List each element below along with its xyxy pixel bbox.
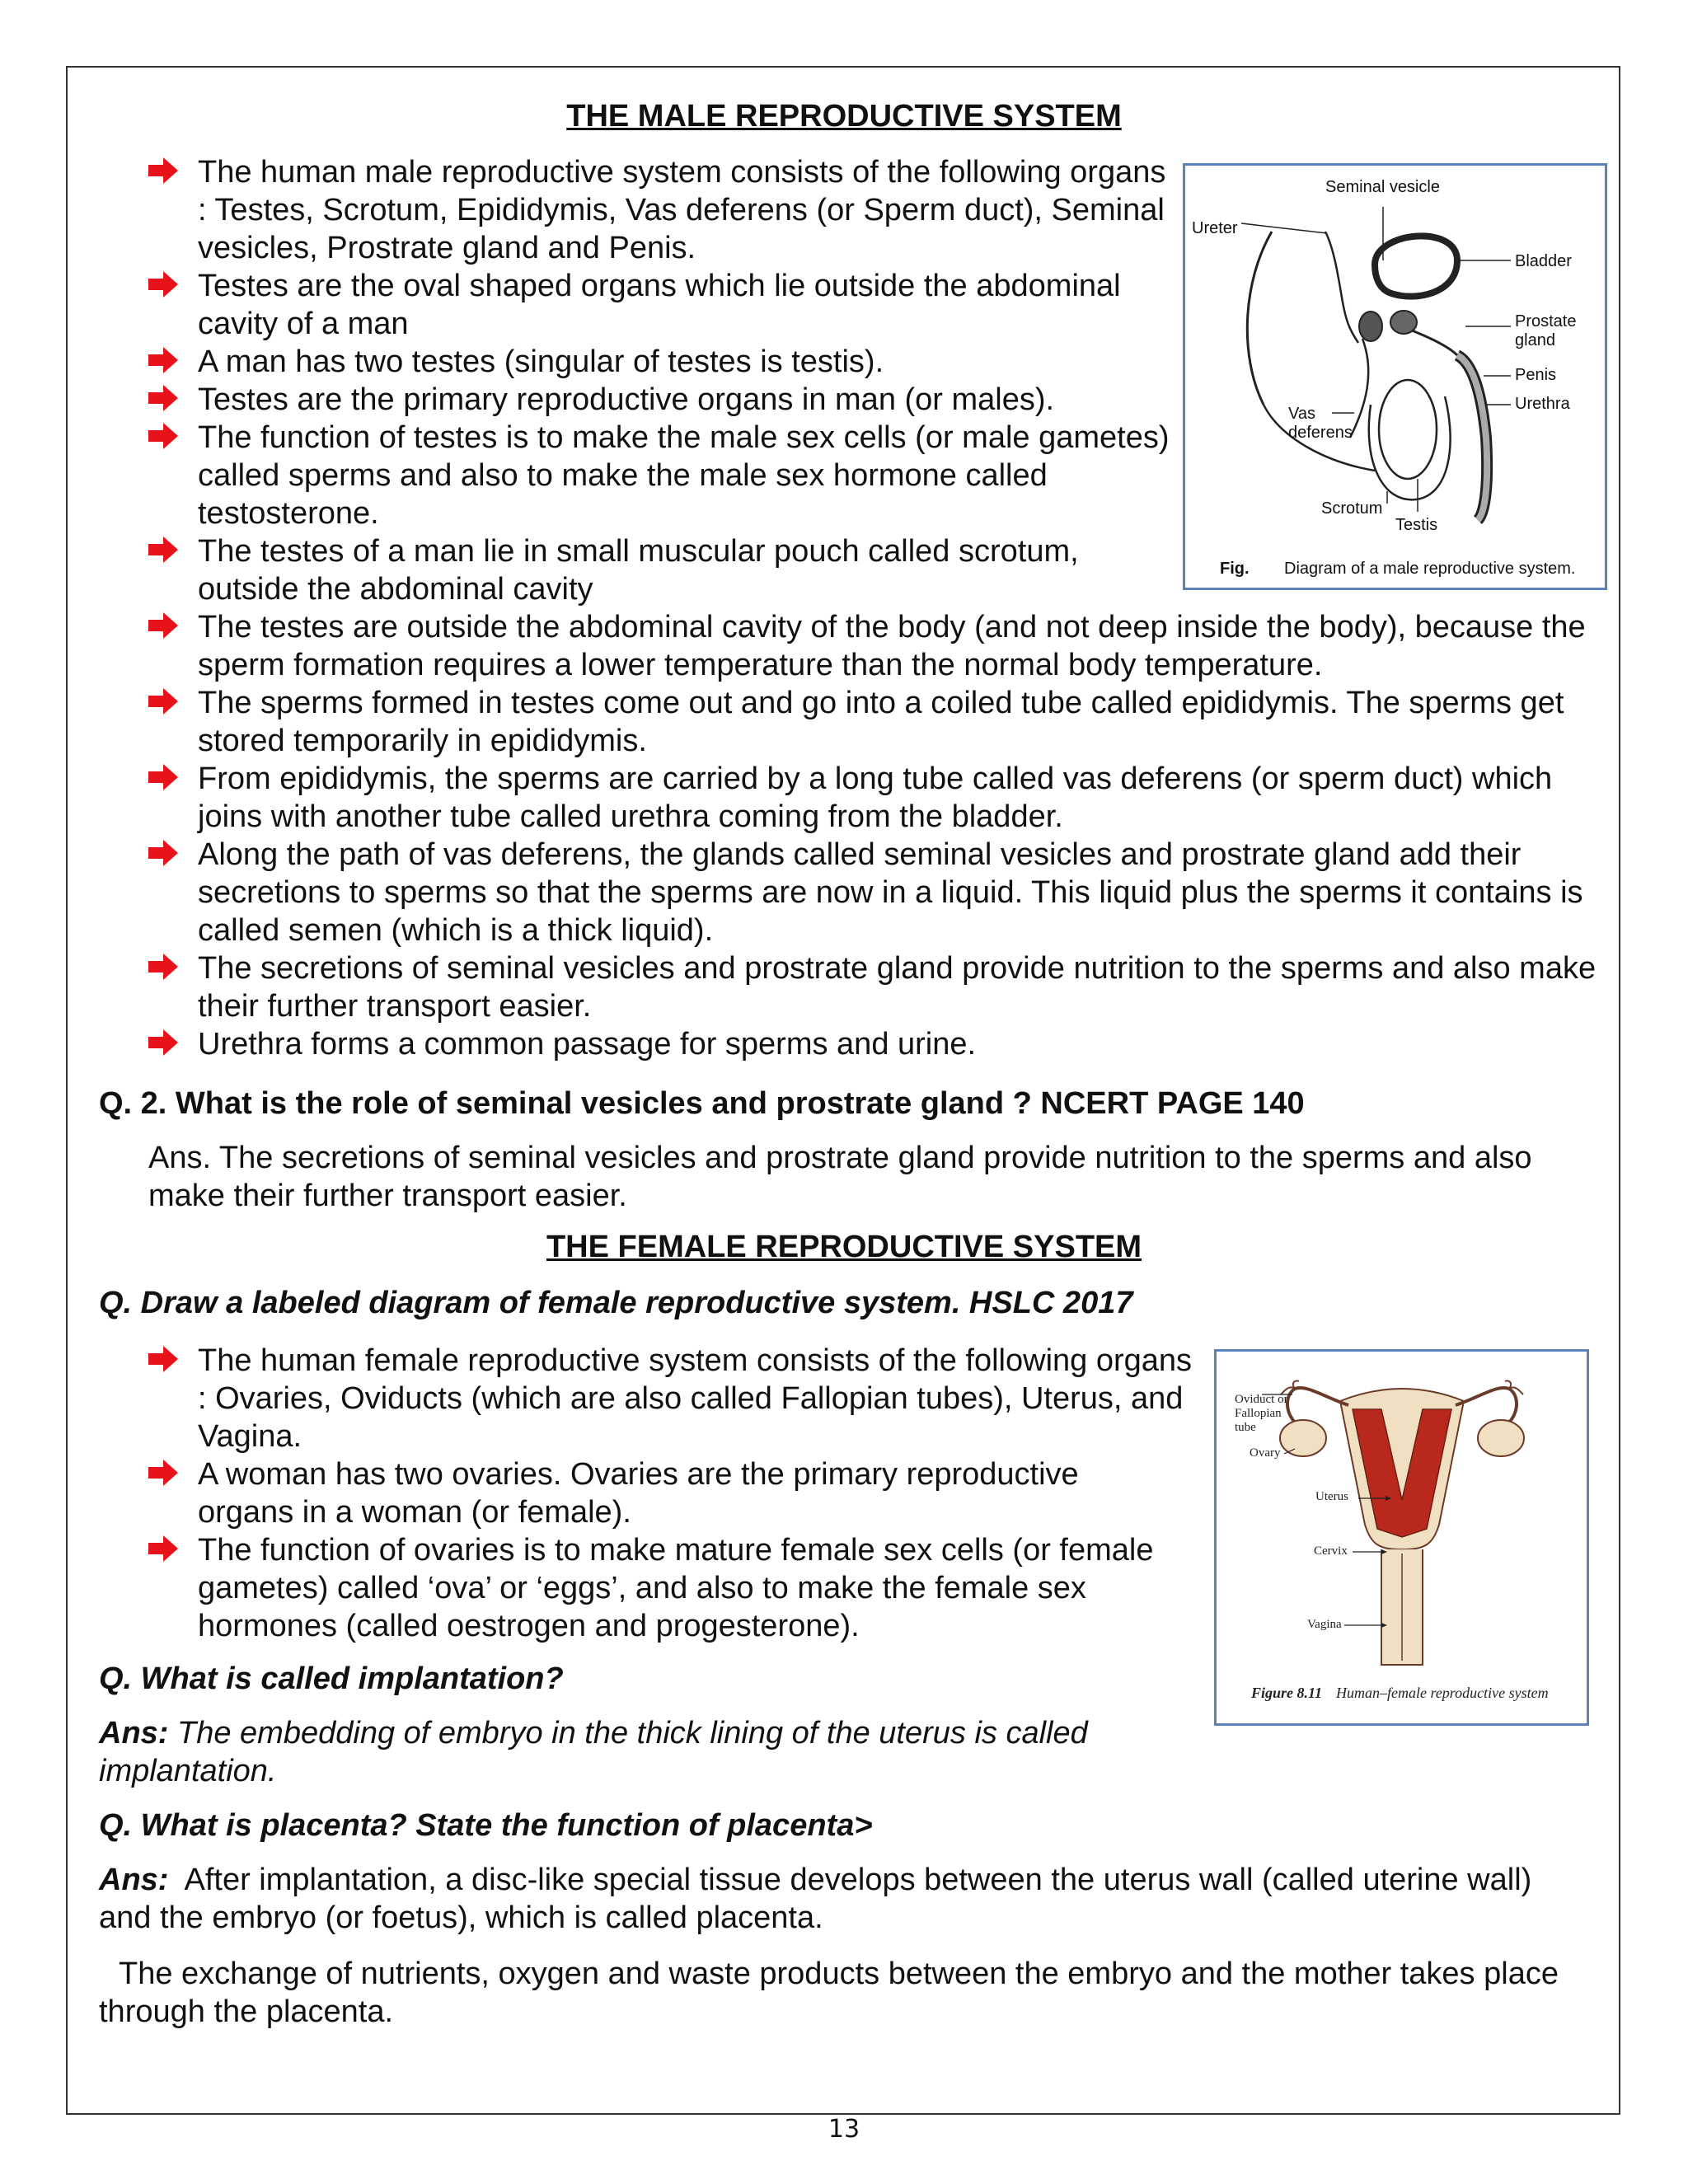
placenta-paragraph-2: The exchange of nutrients, oxygen and waste products between the embryo and the mother takes place through the placenta. (99, 1957, 1559, 2029)
male-bullet: The function of testes is to make the male sex cells (or male gametes) called sperms and also to make the male sex hormone called testosterone. (198, 420, 1170, 531)
label-vas-deferens: Vas deferens (1288, 405, 1353, 442)
bullet-arrow-icon (147, 1535, 180, 1563)
label-vagina: Vagina (1307, 1618, 1342, 1631)
ans-label: Ans: (99, 1716, 169, 1750)
male-bullet: The testes are outside the abdominal cavity of the body (and not deep inside the body), because the sperm formation requires a lower temperature than the normal body temperature. (198, 610, 1586, 682)
female-heading: THE FEMALE REPRODUCTIVE SYSTEM (546, 1230, 1142, 1264)
bullet-arrow-icon (147, 157, 180, 185)
bullet-arrow-icon (147, 346, 180, 374)
female-bullet: The human female reproductive system consists of the following organs : Ovaries, Oviducts (which are also called Fallopian tubes), Uterus, and Vagina. (198, 1343, 1193, 1454)
implantation-answer: The embedding of embryo in the thick lining of the uterus is called implantation. (99, 1716, 1088, 1788)
page-number: 13 (828, 2115, 860, 2144)
placenta-question: Q. What is placenta? State the function of placenta> (99, 1808, 873, 1843)
male-reproductive-figure (1183, 163, 1607, 590)
label-seminal-vesicle: Seminal vesicle (1325, 178, 1440, 196)
figure-caption: Diagram of a male reproductive system. (1284, 560, 1576, 578)
male-heading: THE MALE REPRODUCTIVE SYSTEM (566, 99, 1122, 134)
label-cervix: Cervix (1314, 1544, 1348, 1558)
q2-answer: Ans. The secretions of seminal vesicles and prostrate gland provide nutrition to the sperms and also make their further transport easier. (148, 1141, 1532, 1213)
bullet-arrow-icon (147, 384, 180, 412)
label-bladder: Bladder (1515, 252, 1572, 270)
label-scrotum: Scrotum (1321, 499, 1383, 518)
label-uterus: Uterus (1315, 1490, 1348, 1503)
male-bullet: Testes are the primary reproductive organs in man (or males). (198, 382, 1055, 417)
label-ureter: Ureter (1192, 219, 1238, 237)
bullet-arrow-icon (147, 687, 180, 715)
male-bullet: The testes of a man lie in small muscular pouch called scrotum, outside the abdominal cavity (198, 534, 1079, 607)
label-prostate-gland: Prostate gland (1515, 312, 1577, 349)
bullet-arrow-icon (147, 953, 180, 981)
implantation-question: Q. What is called implantation? (99, 1661, 564, 1696)
figure-caption-prefix: Fig. (1220, 560, 1250, 578)
bullet-arrow-icon (147, 839, 180, 867)
figure-caption-prefix: Figure 8.11 (1251, 1685, 1323, 1701)
figure-caption: Human–female reproductive system (1336, 1685, 1549, 1701)
label-oviduct: Oviduct or Fallopian tube (1235, 1393, 1288, 1434)
bullet-arrow-icon (147, 536, 180, 564)
implantation-answer-block (99, 1714, 1187, 1790)
male-bullet: The sperms formed in testes come out and go into a coiled tube called epididymis. The sperms get stored temporarily in epididymis. (198, 686, 1564, 758)
female-bullet: The function of ovaries is to make mature female sex cells (or female gametes) called ‘ova’ or ‘eggs’, and also to make the female sex hormones (called oestrogen and progesterone). (198, 1533, 1154, 1643)
placenta-answer: After implantation, a disc-like special tissue develops between the uterus wall (called uterine wall) and the embryo (or foetus), which is called placenta. (99, 1863, 1532, 1935)
male-bullet: Along the path of vas deferens, the glands called seminal vesicles and prostrate gland add their secretions to sperms so that the sperms are now in a liquid. This liquid plus the sperms it contains is called semen (which is a thick liquid). (198, 837, 1583, 948)
bullet-arrow-icon (147, 1459, 180, 1487)
bullet-arrow-icon (147, 1345, 180, 1373)
bullet-arrow-icon (147, 1029, 180, 1057)
male-bullet: The secretions of seminal vesicles and prostrate gland provide nutrition to the sperms and also make their further transport easier. (198, 951, 1597, 1024)
male-bullet: From epididymis, the sperms are carried by a long tube called vas deferens (or sperm duct) which joins with another tube called urethra coming from the bladder. (198, 762, 1553, 834)
label-penis: Penis (1515, 366, 1557, 384)
q2-question: Q. 2. What is the role of seminal vesicles and prostrate gland ? NCERT PAGE 140 (99, 1086, 1305, 1121)
bullet-arrow-icon (147, 422, 180, 450)
label-ovary: Ovary (1250, 1446, 1281, 1460)
bullet-arrow-icon (147, 763, 180, 791)
ans-label: Ans: (99, 1863, 169, 1897)
male-bullet: Urethra forms a common passage for sperms and urine. (198, 1027, 977, 1062)
bullet-arrow-icon (147, 612, 180, 640)
label-urethra: Urethra (1515, 395, 1570, 413)
female-bullet: A woman has two ovaries. Ovaries are the primary reproductive organs in a woman (or female). (198, 1457, 1079, 1530)
male-bullet: Testes are the oval shaped organs which lie outside the abdominal cavity of a man (198, 269, 1121, 341)
male-bullet: The human male reproductive system consists of the following organs : Testes, Scrotum, Epididymis, Vas deferens (or Sperm duct), Seminal vesicles, Prostrate gland and Penis. (198, 155, 1166, 265)
placenta-answer-block (99, 1861, 1566, 1937)
male-bullet: A man has two testes (singular of testes is testis). (198, 344, 884, 379)
label-testis: Testis (1395, 516, 1438, 534)
female-question: Q. Draw a labeled diagram of female reproductive system. HSLC 2017 (99, 1286, 1133, 1320)
bullet-arrow-icon (147, 270, 180, 298)
female-reproductive-figure (1214, 1349, 1589, 1726)
